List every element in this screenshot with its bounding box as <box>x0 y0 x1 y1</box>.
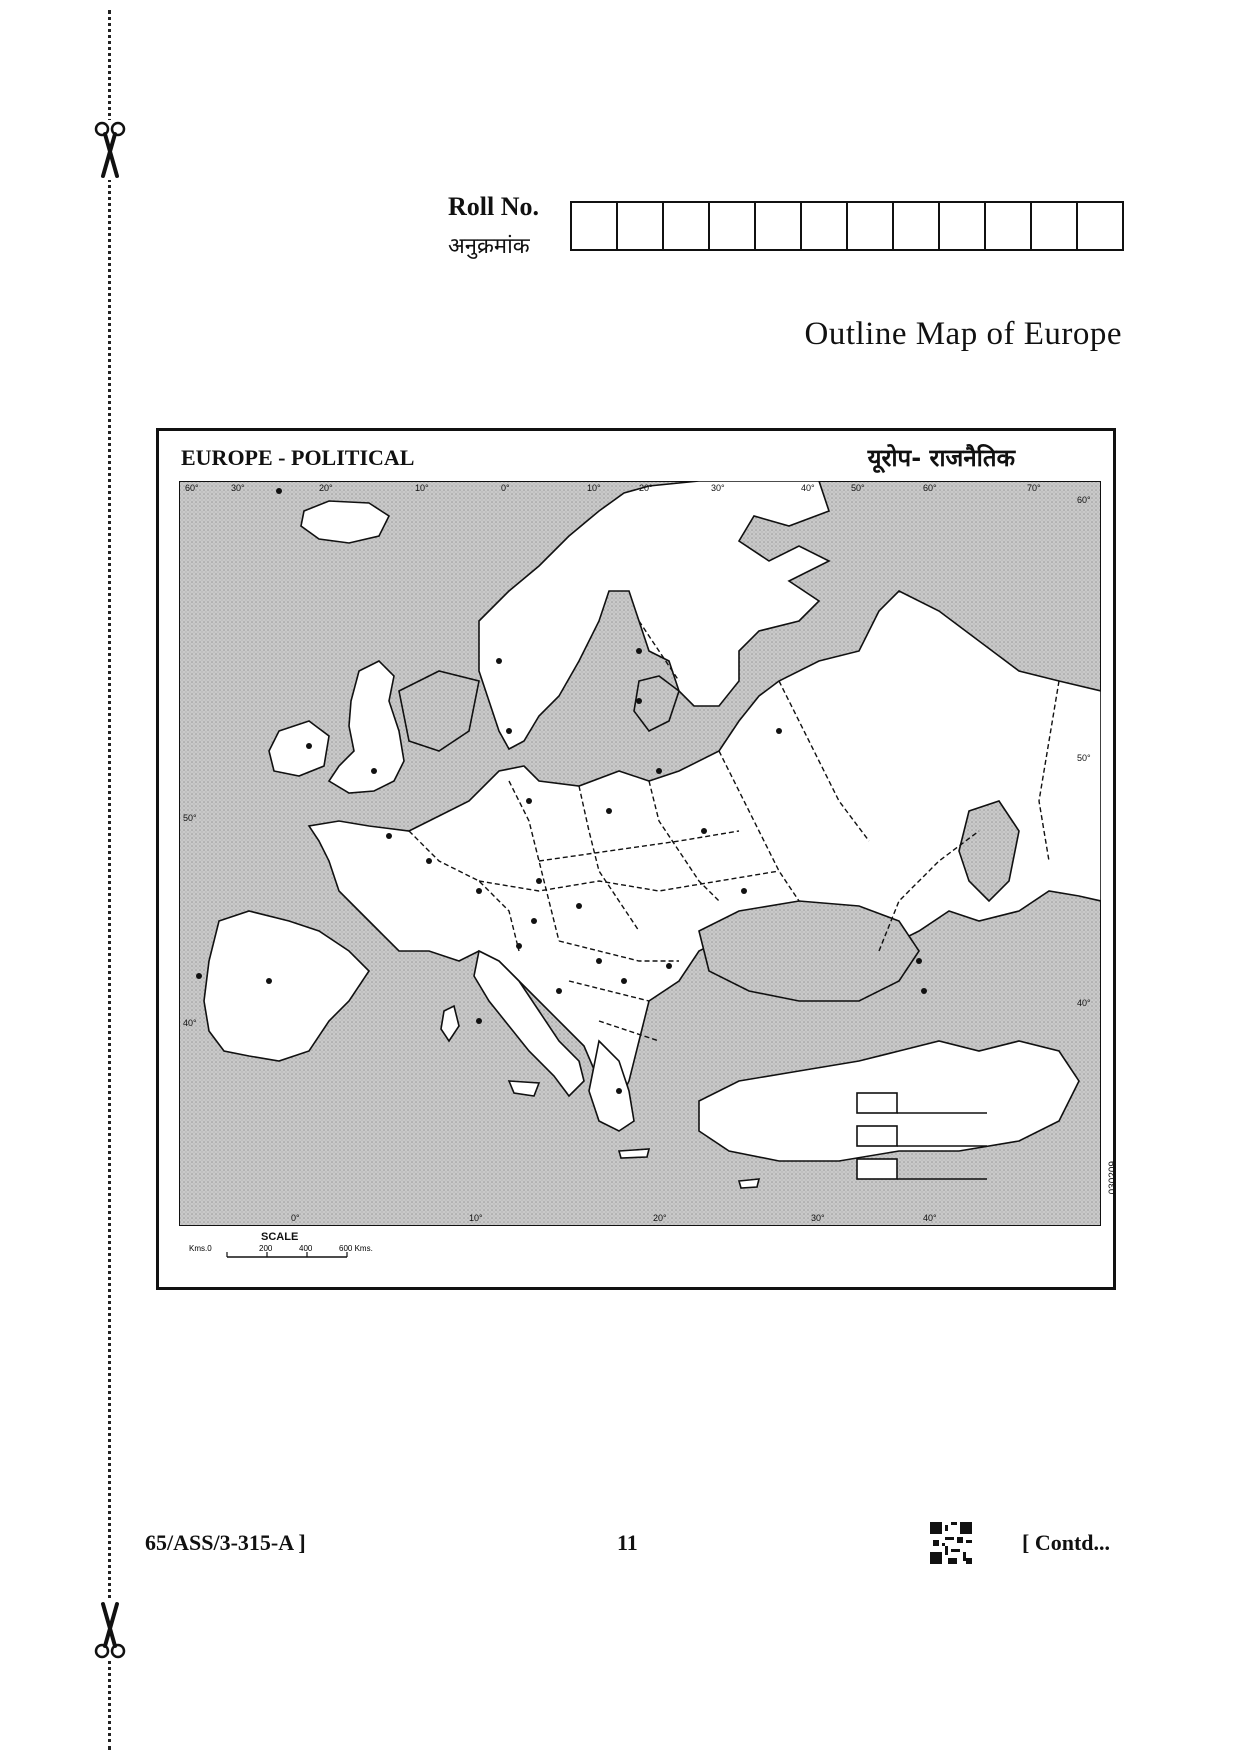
longitude-label: 30° <box>231 483 245 493</box>
continued-label: [ Contd... <box>1022 1530 1111 1555</box>
latitude-label: 50° <box>183 813 197 823</box>
longitude-label: 10° <box>469 1213 483 1223</box>
roll-no-box[interactable] <box>940 203 986 249</box>
longitude-label: 10° <box>415 483 429 493</box>
longitude-label: 60° <box>923 483 937 493</box>
roll-no-box[interactable] <box>572 203 618 249</box>
paper-code: 65/ASS/3-315-A ] <box>145 1530 306 1555</box>
longitude-label: 60° <box>185 483 199 493</box>
longitude-label: 20° <box>653 1213 667 1223</box>
latitude-label: 40° <box>183 1018 197 1028</box>
latitude-label: 40° <box>1077 998 1091 1008</box>
latitude-label: 50° <box>1077 753 1091 763</box>
longitude-label: 50° <box>851 483 865 493</box>
scale-bar <box>189 1243 389 1265</box>
roll-no-box[interactable] <box>710 203 756 249</box>
roll-no-label: Roll No. <box>448 192 539 221</box>
scale-tick-label: 600 Kms. <box>339 1244 373 1253</box>
longitude-label: 20° <box>319 483 333 493</box>
roll-no-box[interactable] <box>848 203 894 249</box>
roll-no-label-hindi: अनुक्रमांक <box>448 234 530 259</box>
scale-tick-label: Kms.0 <box>189 1244 212 1253</box>
scissors-icon <box>93 120 127 180</box>
page-title: Outline Map of Europe <box>804 316 1122 352</box>
longitude-label: 40° <box>923 1213 937 1223</box>
europe-outline-map <box>179 481 1101 1226</box>
map-heading-hindi: यूरोप- राजनैतिक <box>867 444 1015 472</box>
scissors-icon <box>93 1600 127 1660</box>
map-code: 030209 <box>1107 1161 1118 1195</box>
map-frame <box>156 428 1116 1290</box>
latitude-label: 60° <box>1077 495 1091 505</box>
scale-tick-label: 200 <box>259 1244 273 1253</box>
qr-code-icon <box>930 1522 972 1564</box>
cut-line <box>108 10 111 1750</box>
roll-no-box[interactable] <box>1032 203 1078 249</box>
scale-title: SCALE <box>261 1231 299 1243</box>
longitude-label: 30° <box>711 483 725 493</box>
roll-no-box[interactable] <box>986 203 1032 249</box>
map-heading: EUROPE - POLITICAL <box>181 445 415 470</box>
crete <box>619 1149 649 1158</box>
roll-no-boxes[interactable] <box>570 201 1124 251</box>
cyprus <box>739 1179 759 1188</box>
roll-no-box[interactable] <box>756 203 802 249</box>
page-number: 11 <box>617 1530 638 1555</box>
longitude-label: 20° <box>639 483 653 493</box>
roll-no-box[interactable] <box>1078 203 1122 249</box>
longitude-label: 70° <box>1027 483 1041 493</box>
longitude-label: 40° <box>801 483 815 493</box>
longitude-label: 30° <box>811 1213 825 1223</box>
roll-no-box[interactable] <box>894 203 940 249</box>
longitude-label: 10° <box>587 483 601 493</box>
longitude-label: 0° <box>501 483 510 493</box>
roll-no-box[interactable] <box>618 203 664 249</box>
roll-no-box[interactable] <box>664 203 710 249</box>
roll-no-box[interactable] <box>802 203 848 249</box>
scale-tick-label: 400 <box>299 1244 313 1253</box>
longitude-label: 0° <box>291 1213 300 1223</box>
